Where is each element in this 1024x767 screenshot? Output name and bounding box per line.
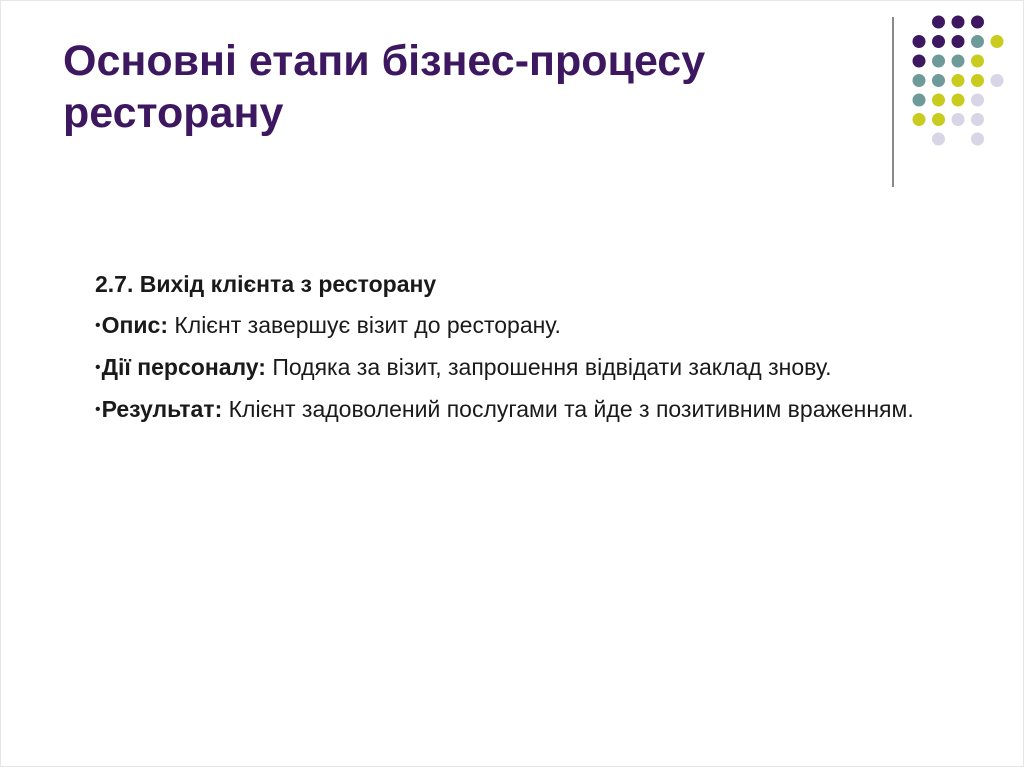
bullet-icon: • [95, 401, 101, 418]
item-text: Клієнт завершує візит до ресторану. [167, 312, 561, 338]
item-label: Опис: [101, 312, 168, 338]
decorative-dot [991, 35, 1004, 48]
divider-line [892, 17, 894, 187]
decorative-dot [971, 94, 984, 107]
decorative-dot [932, 74, 945, 87]
item-label: Результат: [101, 396, 223, 422]
bullet-item-description [95, 308, 955, 343]
decorative-dot [952, 113, 965, 126]
decorative-dot [952, 35, 965, 48]
bullet-item-result [95, 392, 955, 427]
slide-title: Основні етапи бізнес-процесу ресторану [63, 37, 706, 137]
slide-body [95, 267, 955, 434]
decorative-dot [971, 55, 984, 68]
section-heading: 2.7. Вихід клієнта з ресторану [95, 271, 437, 297]
decorative-dot [952, 94, 965, 107]
decorative-dot [971, 133, 984, 146]
decorative-dot [991, 74, 1004, 87]
decorative-dot [932, 113, 945, 126]
bullet-item-staff-actions [95, 350, 955, 385]
decorative-dot [913, 113, 926, 126]
item-text: Клієнт задоволений послугами та йде з позитивним враженням. [222, 396, 914, 422]
item-label: Дії персоналу: [101, 354, 266, 380]
decorative-dot [971, 74, 984, 87]
decorative-dot [952, 55, 965, 68]
bullet-icon: • [95, 317, 101, 334]
decorative-dot-grid [901, 11, 1011, 171]
decorative-dot [971, 16, 984, 29]
decorative-dot [913, 94, 926, 107]
item-text: Подяка за візит, запрошення відвідати заклад знову. [265, 354, 832, 380]
decorative-dot [932, 35, 945, 48]
decorative-dot [932, 16, 945, 29]
decorative-dot [913, 35, 926, 48]
decorative-dot [971, 113, 984, 126]
decorative-dot [971, 35, 984, 48]
decorative-dot [952, 74, 965, 87]
decorative-dot [932, 94, 945, 107]
decorative-dot [932, 55, 945, 68]
decorative-dot [932, 133, 945, 146]
decorative-dot [913, 55, 926, 68]
decorative-dot [952, 16, 965, 29]
bullet-icon: • [95, 359, 101, 376]
decorative-dot [913, 74, 926, 87]
dot-grid-svg [901, 11, 1011, 171]
